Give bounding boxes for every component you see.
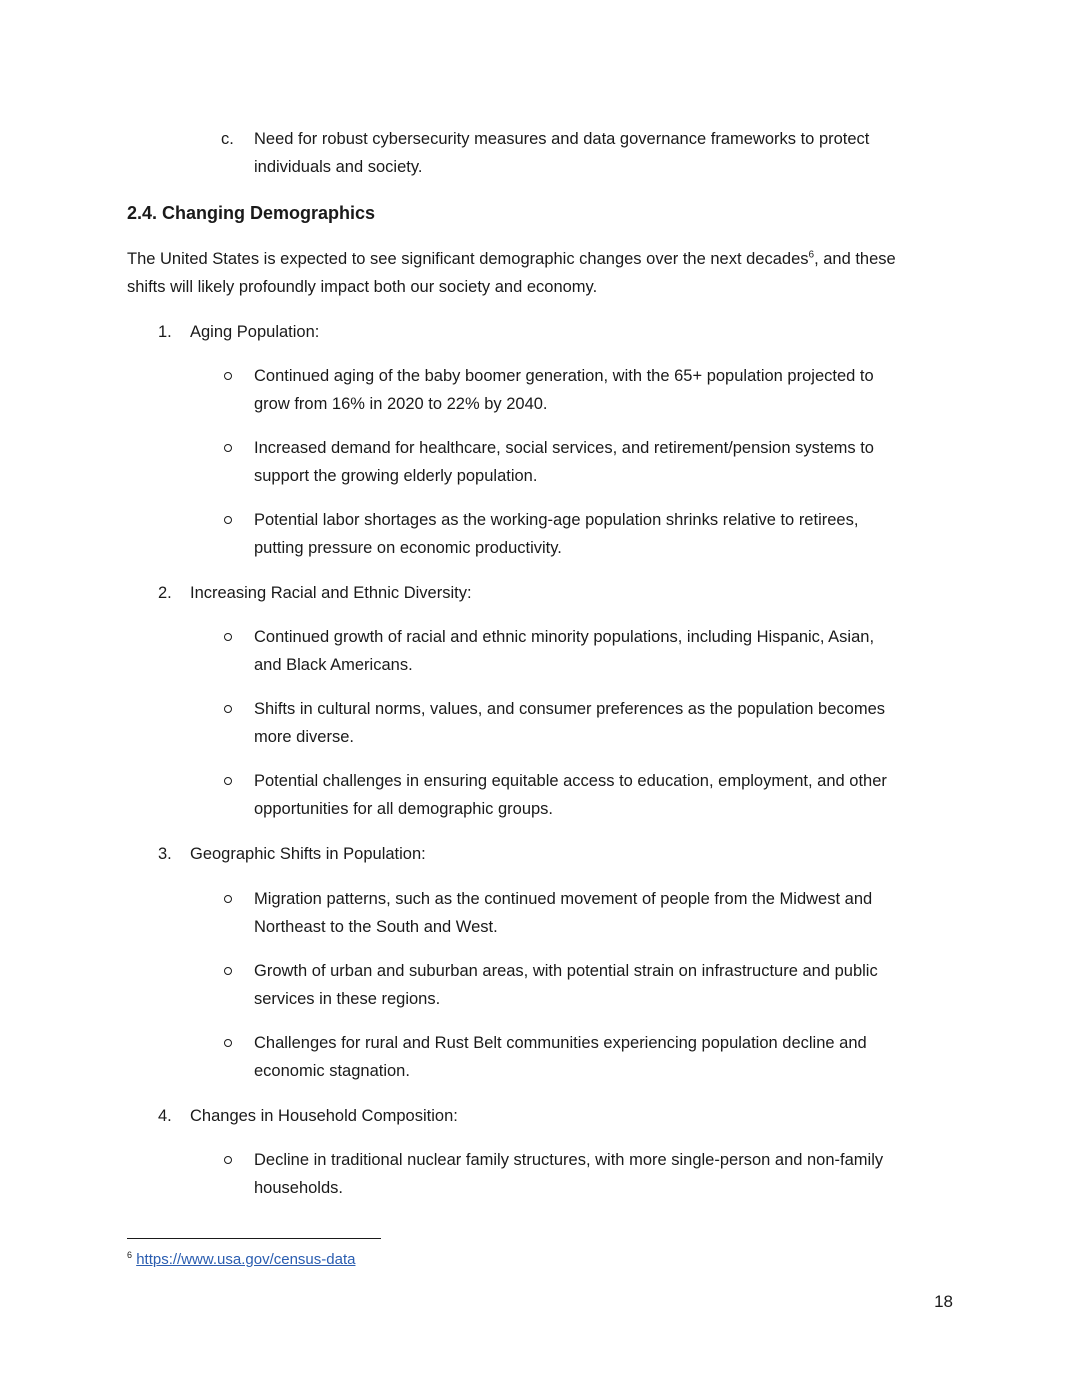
bullet-circle-icon [224,967,232,975]
intro-text-post: , and these [814,250,896,268]
bullet-circle-icon [224,372,232,380]
bullet-circle-icon [224,705,232,713]
bullet-1-1-line-2: grow from 16% in 2020 to 22% by 2040. [254,395,548,413]
bullet-2-1-line-2: and Black Americans. [254,656,413,674]
bullet-2-3-line-2: opportunities for all demographic groups. [254,800,554,818]
bullet-1-3-line-1: Potential labor shortages as the working-age population shrinks relative to retirees, [254,511,859,529]
section-heading: 2.4. Changing Demographics [127,203,376,223]
bullet-3-2-line-2: services in these regions. [254,990,441,1008]
bullet-2-1-line-1: Continued growth of racial and ethnic minority populations, including Hispanic, Asian, [254,628,875,646]
list-number-2: 2. [158,584,172,602]
list-number-3: 3. [158,845,172,863]
bullet-circle-icon [224,777,232,785]
list-title-4: Changes in Household Composition: [190,1107,458,1125]
bullet-1-1-line-1: Continued aging of the baby boomer generation, with the 65+ population projected to [254,367,874,385]
list-number-1: 1. [158,323,172,341]
list-title-2: Increasing Racial and Ethnic Diversity: [190,584,472,602]
bullet-3-3-line-2: economic stagnation. [254,1062,410,1080]
bullet-1-3-line-2: putting pressure on economic productivity. [254,539,562,557]
list-title-1: Aging Population: [190,323,320,341]
list-marker-c: c. [221,130,234,148]
page-number: 18 [934,1292,953,1311]
intro-text-pre: The United States is expected to see significant demographic changes over the next decades [127,250,809,268]
bullet-3-1-line-2: Northeast to the South and West. [254,918,498,936]
bullet-circle-icon [224,444,232,452]
bullet-4-1-line-1: Decline in traditional nuclear family structures, with more single-person and non-family [254,1151,884,1169]
footnote-link[interactable]: https://www.usa.gov/census-data [136,1251,356,1268]
footnote [127,1249,355,1271]
bullet-circle-icon [224,633,232,641]
bullet-circle-icon [224,1039,232,1047]
item-c-line-1: Need for robust cybersecurity measures and data governance frameworks to protect [254,130,870,148]
bullet-3-2-line-1: Growth of urban and suburban areas, with potential strain on infrastructure and public [254,962,878,980]
bullet-circle-icon [224,516,232,524]
bullet-2-2-line-2: more diverse. [254,728,354,746]
item-c-line-2: individuals and society. [254,158,423,176]
intro-line-1 [127,248,896,270]
list-title-3: Geographic Shifts in Population: [190,845,426,863]
footnote-divider [127,1238,381,1239]
list-number-4: 4. [158,1107,172,1125]
bullet-circle-icon [224,895,232,903]
intro-line-2: shifts will likely profoundly impact both our society and economy. [127,278,598,296]
bullet-1-2-line-1: Increased demand for healthcare, social services, and retirement/pension systems to [254,439,874,457]
footnote-marker: 6 [127,1250,133,1260]
bullet-4-1-line-2: households. [254,1179,343,1197]
bullet-3-3-line-1: Challenges for rural and Rust Belt communities experiencing population decline and [254,1034,867,1052]
bullet-circle-icon [224,1156,232,1164]
bullet-1-2-line-2: support the growing elderly population. [254,467,538,485]
bullet-2-3-line-1: Potential challenges in ensuring equitable access to education, employment, and other [254,772,887,790]
footnote-ref[interactable]: 6 [808,249,815,261]
bullet-2-2-line-1: Shifts in cultural norms, values, and consumer preferences as the population becomes [254,700,886,718]
bullet-3-1-line-1: Migration patterns, such as the continued movement of people from the Midwest and [254,890,873,908]
